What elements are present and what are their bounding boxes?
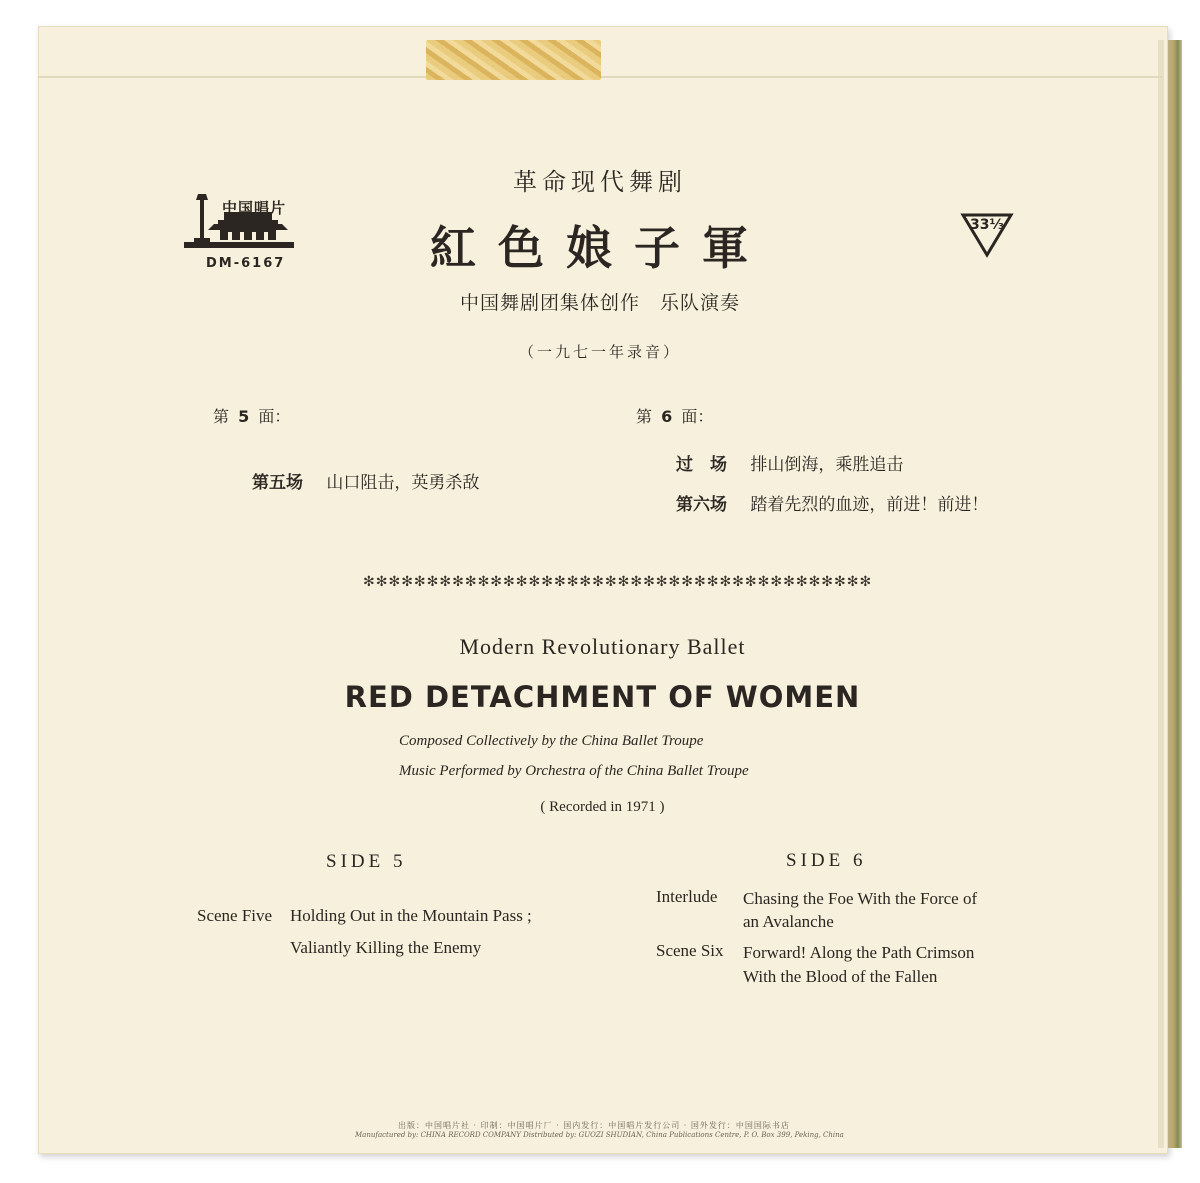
side6-number: 6 (661, 407, 673, 426)
footer-en: Manufactured by: CHINA RECORD COMPANY Distributed by: GUOZI SHUDIAN, China Publications Centre, P. O. Box 399, Peking, China (355, 1131, 844, 1139)
credits-cn: 中国舞剧团集体创作 乐队演奏 (459, 292, 740, 314)
recorded-cn: （一九七一年录音） (518, 343, 681, 361)
label-brand: 中国唱片 (222, 199, 287, 217)
recorded-en: ( Recorded in 1971 ) (540, 799, 665, 815)
side6-track-cn (676, 450, 903, 475)
genre-cn: 革命现代舞剧 (513, 168, 687, 196)
side6-t2-scene-en: Scene Six (656, 941, 724, 960)
speed-label: 33⅓ (970, 217, 1004, 233)
title-en: RED DETACHMENT OF WOMEN (344, 680, 861, 714)
side5-suffix: 面： (258, 407, 291, 426)
genre-en: Modern Revolutionary Ballet (459, 634, 746, 659)
track-scene: 第五场 (252, 473, 303, 493)
side6-t1-line2-en: an Avalanche (743, 912, 834, 931)
performed-en: Music Performed by Orchestra of the China Ballet Troupe (399, 763, 749, 779)
side5-track-cn (252, 468, 479, 493)
track-title: 山口阻击，英勇杀敌 (326, 473, 480, 493)
composed-en: Composed Collectively by the China Ballet Troupe (399, 733, 704, 749)
side6-prefix: 第 (636, 407, 653, 426)
side6-heading-en: SIDE 6 (786, 850, 867, 871)
sleeve-spine-edge (1168, 40, 1182, 1148)
title-cn: 紅色娘子軍 (430, 221, 770, 275)
side5-heading-cn (213, 404, 290, 427)
side5-line2-en: Valiantly Killing the Enemy (290, 938, 482, 957)
tape-patch (426, 40, 601, 80)
footer-cn: 出版：中国唱片社 · 印制：中国唱片厂 · 国内发行：中国唱片发行公司 · 国外发行：中国国际书店 (398, 1121, 790, 1130)
side5-number: 5 (238, 407, 250, 426)
track-scene: 过 场 (676, 455, 727, 475)
side6-t2-line2-en: With the Blood of the Fallen (743, 967, 938, 986)
side5-prefix: 第 (213, 407, 230, 426)
side6-t1-line1-en: Chasing the Foe With the Force of (743, 889, 978, 908)
side6-t2-line1-en: Forward! Along the Path Crimson (743, 943, 975, 962)
catalog-number: DM-6167 (206, 256, 286, 271)
side5-line1-en: Holding Out in the Mountain Pass ; (290, 906, 532, 925)
side6-suffix: 面： (681, 407, 714, 426)
side6-t1-scene-en: Interlude (656, 887, 718, 906)
side6-track-cn (676, 490, 988, 515)
sleeve-fold (1158, 40, 1164, 1148)
track-title: 排山倒海，乘胜追击 (750, 455, 904, 475)
side5-heading-en: SIDE 5 (326, 851, 407, 872)
side5-scene-en: Scene Five (197, 906, 273, 925)
star-divider: ✻✻✻✻✻✻✻✻✻✻✻✻✻✻✻✻✻✻✻✻✻✻✻✻✻✻✻✻✻✻✻✻✻✻✻✻✻✻✻✻ (363, 574, 873, 590)
side6-heading-cn (636, 404, 713, 427)
track-title: 踏着先烈的血迹，前进！前进！ (750, 495, 989, 515)
track-scene: 第六场 (676, 495, 727, 515)
